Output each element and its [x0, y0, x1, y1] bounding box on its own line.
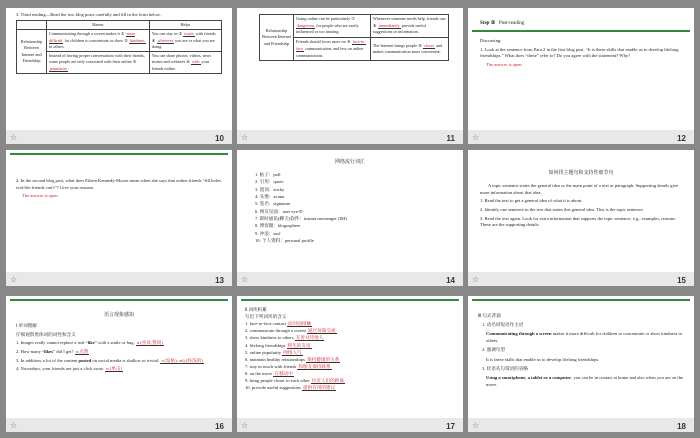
list-item [245, 334, 455, 341]
list-item [245, 384, 455, 391]
star-icon[interactable]: ☆ [472, 133, 480, 142]
list-item: 2. 引用：quote [255, 179, 284, 185]
sentence-block [478, 312, 684, 390]
slide-footer [468, 272, 694, 286]
slide-heading: 3. Third reading—Read the two blog posts carefully and fill in the form below. [16, 12, 161, 17]
item-text: 4. Nowadays, your friends are just a click away. [16, 366, 105, 372]
section-label: Ⅰ.单词理解 [16, 323, 37, 328]
slide-number: 11 [446, 134, 455, 143]
cell-text: communication, and less on online communication. [296, 45, 364, 58]
star-icon[interactable]: ☆ [472, 275, 480, 284]
phrase-en: 8. on the move [245, 370, 273, 376]
cell-text: provide useful suggestions or information. [372, 22, 426, 35]
item-text: 1. Images really cannot replace a real “ [16, 340, 88, 346]
slide-thumbnail-12[interactable] [468, 8, 694, 144]
slide-content [468, 150, 694, 272]
list-item [245, 342, 455, 349]
item-bold: like [87, 340, 95, 346]
cell-text: Going online can be particularly ⑦ [296, 16, 355, 21]
item-text: 2. How many “ [16, 348, 45, 354]
item-bold: posted [78, 357, 92, 363]
phrase-en: 2. communicate through a screen [245, 328, 306, 334]
slide-footer [468, 130, 694, 144]
slide-thumbnail-13[interactable] [6, 150, 232, 286]
intro-paragraph: A topic sentence states the general idea or the main point of a text or paragraph. Supporting details give more information about that idea. [480, 183, 679, 195]
phrase-en: 9. bring people closer to each other [245, 378, 310, 384]
star-icon[interactable]: ☆ [472, 421, 480, 430]
answer-blank: 网络人气 [283, 349, 302, 355]
list-item: 8. 博客圈：blogosphere [255, 223, 301, 229]
star-icon[interactable]: ☆ [241, 133, 249, 142]
cell-text: and makes communication more convenient. [372, 42, 443, 55]
slide-content [6, 8, 232, 130]
sentence-bold: Communicating through a screen [486, 331, 552, 337]
list-item [16, 358, 222, 365]
list-item [245, 320, 455, 327]
answer-blank: popularity [50, 65, 68, 71]
answer-text: The answer is open. [486, 61, 523, 67]
sentence-bold: Using a smartphone, a tablet or a computer [486, 374, 572, 380]
answer-blank: wherever [157, 37, 174, 43]
cell-text: You can share photos, videos, news stories and websites ⑥ [151, 53, 212, 65]
step-label: Step ③ [480, 21, 496, 26]
section-label: Ⅱ.词块积累 [245, 307, 267, 312]
answer-blank: n.(单击) [106, 366, 122, 372]
list-item: 3. Read the text again. Look for extra information that supports the topic sentence, e.g., examples, reasons. These are the supporting details. [480, 215, 677, 228]
item-text: on social media is shallow or trivial. [91, 357, 160, 363]
slide-title: 如何找主题句和支持性细节句 [548, 171, 614, 176]
slide-number: 15 [677, 276, 686, 285]
cell-text: your friends online. [151, 59, 210, 71]
section-label: Ⅲ.句式背诵 [478, 313, 501, 318]
answer-blank: more difficult [49, 31, 136, 43]
slide-footer [237, 272, 463, 286]
list-item [245, 363, 455, 370]
question-block [16, 178, 222, 202]
slide-thumbnail-17[interactable] [237, 296, 463, 432]
cell-text: Friends should focus more on ⑨ [296, 39, 351, 45]
list-item: 3. 置顶：sticky [255, 186, 285, 192]
answer-blank: v.(发帖); adj.(肤浅的) [161, 357, 203, 363]
answer-blank: 通过屏幕交流 [308, 328, 336, 334]
slide-number: 17 [446, 422, 455, 431]
pattern-label: 1. 动名词短语作主语 [482, 322, 524, 328]
slide-content [237, 8, 463, 130]
cell-text: for people who are easily influenced or too trusting. [296, 22, 359, 35]
star-icon[interactable]: ☆ [10, 133, 18, 142]
pattern-label: 3. 状语从句谓语的省略 [482, 365, 528, 371]
phrase-en: 6. maintain healthy relationships [245, 356, 305, 362]
slide-footer [237, 130, 463, 144]
slide-thumbnail-15[interactable] [468, 150, 694, 286]
slide-content [468, 296, 694, 418]
col-helps: Helps [149, 21, 221, 30]
slide-number: 10 [215, 134, 224, 143]
item-bold: likes [44, 348, 54, 354]
slide-number: 13 [215, 276, 224, 285]
pattern-label: 2. 强调句型 [482, 347, 505, 353]
question-text: 2. In the second blog post, what does Eileen Kennedy-Moore mean when she says that online friends “fill holes real-life friends can’t”? Give your reasons. [16, 178, 221, 190]
example-sentence [478, 374, 684, 388]
slide-content [6, 296, 232, 418]
col-harms: Harms [47, 21, 150, 30]
slide-thumbnail-18[interactable] [468, 296, 694, 432]
answer-blank: 面对面接触 [288, 321, 312, 327]
answer-blank: dangerous [297, 22, 315, 28]
answer-blank: n.点赞 [75, 348, 89, 354]
slide-content [468, 8, 694, 130]
phrase-block [245, 306, 455, 391]
cell-text: Communicating through a screen makes it ① [49, 31, 125, 37]
cell-text: Whenever someone needs help, friends can ⑧ [372, 16, 446, 28]
star-icon[interactable]: ☆ [10, 275, 18, 284]
answer-blank: 保持健康的关系 [307, 356, 340, 362]
phrase-en: 10. provide useful suggestions [245, 385, 301, 391]
list-item [16, 340, 222, 347]
answer-blank: 和朋友保持联系 [298, 363, 331, 369]
cell-text: you are or what you are doing. [151, 37, 215, 49]
phrase-en: 1. face-to-face contact [245, 321, 286, 327]
list-item: 7. 即时通讯(聊天)软件：instant messenger (IM) [255, 216, 347, 222]
slide-number: 12 [677, 134, 686, 143]
vocab-list [255, 171, 347, 244]
slide-footer [237, 418, 463, 432]
list-item: 6. 网友见面：user eye-D [255, 208, 303, 214]
list-item: 1. 帖子：poll [255, 172, 281, 177]
star-icon[interactable]: ☆ [241, 421, 249, 430]
answer-blank: 终生的友谊 [287, 342, 311, 348]
row-label: Relationship Between Internet and Friendship [17, 30, 47, 74]
slide-thumbnail-16[interactable] [6, 296, 232, 432]
item-text: ” with a smile or hug. [94, 340, 135, 346]
topic-sentence-block [480, 183, 684, 231]
item-text: ” did I get? [53, 348, 74, 354]
answer-blank: kindness [130, 37, 145, 43]
star-icon[interactable]: ☆ [241, 275, 249, 284]
slide-content [6, 150, 232, 272]
answer-blank: 友善对待他人 [295, 335, 324, 341]
discussing-label: Discussing: [480, 38, 502, 43]
slide-title: 语言现象感知 [103, 313, 134, 318]
list-item [245, 356, 455, 363]
answer-blank: 拉近人们的距离 [311, 378, 344, 384]
harms-helps-table: Harms Helps Relationship Between Internet and Friendship Communicating through a screen makes it ① more difficult for children to concentrate or show ② kindness to others. You can stay in ③ touch with friends ④ wherever you are or what you are doing. Instead of having proper conversations with their friends, some people are only concerned with their online ⑤ popularity. You can share photos, videos, news stories and websites ⑥ with your friends online. [16, 20, 222, 74]
question-text: 1. Look at the sentence from Para.2 in the first blog post. “It is these skills that enable us to develop lifelong friendships.” What does “these” refer to? Do you agree with the statement? Why? [480, 46, 679, 59]
sentence-text: , you can be in contact at home and also when you are on the move. [486, 374, 684, 387]
cell-text: to others. [49, 43, 65, 49]
step-title: Post-reading [498, 21, 525, 26]
slide-number: 16 [215, 422, 224, 431]
phrase-en: 7. stay in touch with friends [245, 363, 297, 369]
slide-title: 网络流行词汇 [334, 160, 365, 165]
answer-blank: face-to-face [296, 39, 366, 51]
phrase-en: 5. online popularity [245, 349, 282, 355]
slide-content [237, 296, 463, 418]
step-header [480, 20, 524, 27]
list-item [245, 349, 455, 356]
slide-content [237, 150, 463, 272]
list-item [245, 327, 455, 334]
instruction: 仔细观察黑体词的词性和含义 [16, 331, 76, 337]
list-item: 9. 冲浪：surf [255, 230, 281, 236]
answer-blank: with [192, 59, 200, 65]
sentence-text: makes it more difficult for children to concentrate or show kindness to others. [486, 331, 683, 344]
row-label: Relationship Between Internet and Friendship [260, 15, 294, 61]
example-sentence [478, 330, 684, 344]
instruction: 写出下列词块的含义 [245, 314, 287, 320]
star-icon[interactable]: ☆ [10, 421, 18, 430]
slide-footer [6, 130, 232, 144]
answer-blank: 提供有用的建议 [303, 385, 336, 391]
list-item: 5. 签名：signature [255, 201, 291, 207]
phrase-en: 4. lifelong friendships [245, 342, 286, 348]
slide-footer [468, 418, 694, 432]
list-item [245, 377, 455, 384]
list-item [16, 349, 222, 356]
slide-thumbnail-14[interactable] [237, 150, 463, 286]
list-item: 1. Read the text to get a general idea of what it is about. [480, 198, 583, 204]
cell-text: Instead of having proper conversations with their friends, some people are only concerned with their online ⑤ [49, 53, 146, 65]
answer-blank: 在移动中 [274, 370, 293, 376]
relationship-table [259, 14, 449, 61]
list-item: 10. 个人资料：personal profile [255, 238, 314, 244]
example-sentence: It is these skills that enable us to develop lifelong friendships. [486, 356, 600, 362]
list-item: 4. 头像：avatar [255, 194, 285, 200]
cell-text: The Internet brings people ⑩ [372, 42, 422, 48]
slide-number: 14 [446, 276, 455, 285]
cell-text: You can stay in ③ [151, 31, 183, 37]
phrase-en: 3. show kindness to others [245, 335, 294, 341]
cell-text: with friends ④ [151, 31, 216, 43]
answer-blank: touch [184, 31, 194, 37]
list-item [245, 370, 455, 377]
discussion-block [480, 38, 684, 71]
list-item: 2. Identify one sentence in the text that states this general idea. This is the topic sentence. [480, 206, 644, 212]
answer-blank: n.(喜欢,赞同) [136, 340, 163, 346]
slide-thumbnail-10[interactable] [6, 8, 232, 144]
list-item [16, 366, 222, 373]
item-text: 3. In addition, a lot of the content [16, 357, 79, 363]
answer-text: The answer is open. [22, 193, 59, 199]
answer-blank: immediately [378, 22, 400, 28]
cell-text: for children to concentrate or show ② [64, 37, 128, 43]
slide-footer [6, 272, 232, 286]
word-usage-block [16, 323, 222, 375]
slide-footer [6, 418, 232, 432]
answer-blank: closer [424, 42, 435, 48]
slide-number: 18 [677, 422, 686, 431]
slide-thumbnail-11[interactable] [237, 8, 463, 144]
